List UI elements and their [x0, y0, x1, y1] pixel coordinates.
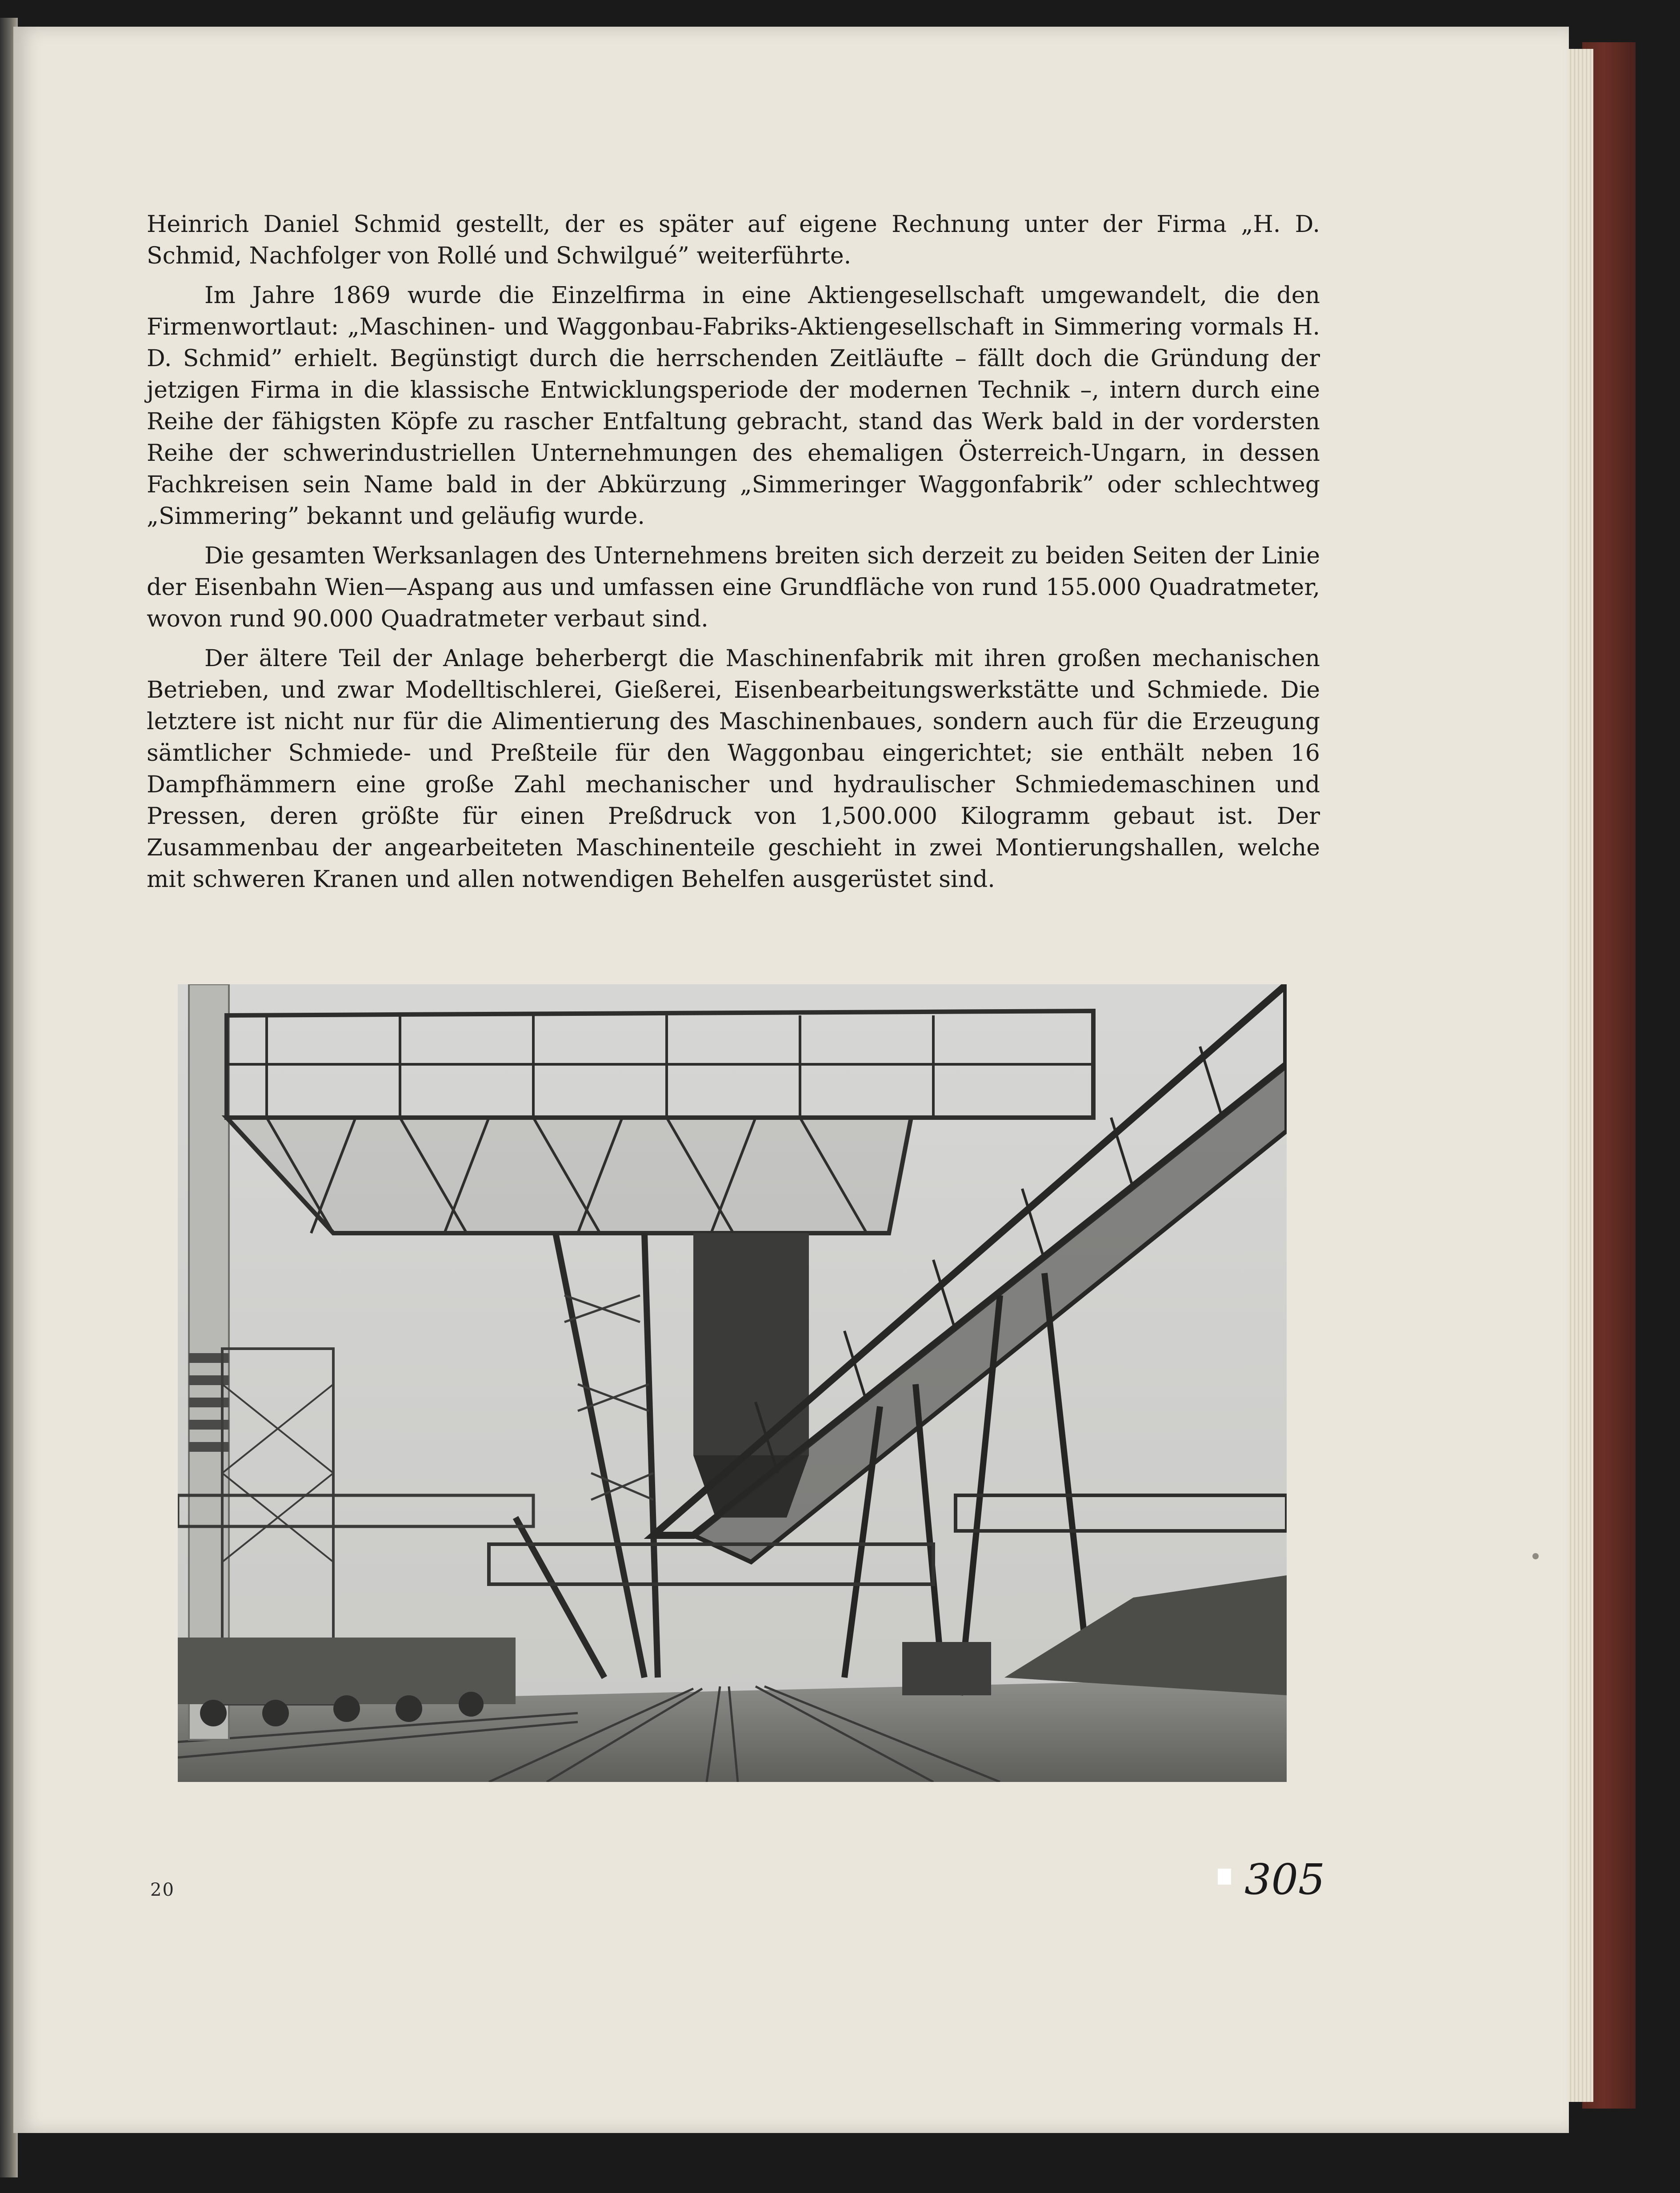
paragraph-2: Im Jahre 1869 wurde die Einzelfirma in eine Aktiengesellschaft umgewandelt, die den Firmenwortlaut: „Maschinen- und Waggonbau-Fabriks-Aktiengesellschaft in Simmering vormals H. D. Schmid” erhielt. Begünstigt durch die herrschenden Zeitläufte – fällt doch die Gründung der jetzigen Firma in die klassische Entwicklungsperiode der modernen Technik –, intern durch eine Reihe der fähigsten Köpfe zu rascher Entfaltung gebracht, stand das Werk bald in der vordersten Reihe der schwerindustriellen Unternehmungen des ehemaligen Österreich-Ungarn, in dessen Fachkreisen sein Name bald in der Abkürzung „Simmeringer Waggonfabrik” oder schlechtweg „Simmering” bekannt und geläufig wurde.	[147, 282, 1320, 530]
paragraph-3: Die gesamten Werksanlagen des Unternehmens breiten sich derzeit zu beiden Seiten der Linie der Eisenbahn Wien—Aspang aus und umfassen eine Grundfläche von rund 155.000 Quadratmeter, wovon rund 90.000 Quadratmeter verbaut sind.	[147, 543, 1320, 632]
printer-signature: 20	[150, 1880, 175, 1900]
body-text	[147, 209, 1320, 903]
paragraph-4: Der ältere Teil der Anlage beherbergt die Maschinenfabrik mit ihren großen mechanischen Betrieben, und zwar Modelltischlerei, Gießerei, Eisenbearbeitungswerkstätte und Schmiede. Die letztere ist nicht nur für die Alimentierung des Maschinenbaues, sondern auch für die Erzeugung sämtlicher Schmiede- und Preßteile für den Waggonbau eingerichtet; sie enthält neben 16 Dampfhämmern eine große Zahl mechanischer und hydraulischer Schmiedemaschinen und Pressen, deren größte für einen Preßdruck von 1,500.000 Kilogramm gebaut ist. Der Zusammenbau der angearbeiteten Maschinenteile geschieht in zwei Montierungshallen, welche mit schweren Kranen und allen notwendigen Behelfen ausgerüstet sind.	[147, 645, 1320, 893]
gantry-crane-illustration	[178, 984, 1287, 1782]
paragraph-1: Heinrich Daniel Schmid gestellt, der es später auf eigene Rechnung unter der Firma „H. D. Schmid, Nachfolger von Rollé und Schwilgué” weiterführte.	[147, 211, 1320, 269]
page-number: 305	[1244, 1855, 1325, 1904]
gantry-crane-photo	[178, 984, 1287, 1782]
paper-mark	[1218, 1869, 1231, 1885]
pencil-dot	[1532, 1553, 1539, 1559]
